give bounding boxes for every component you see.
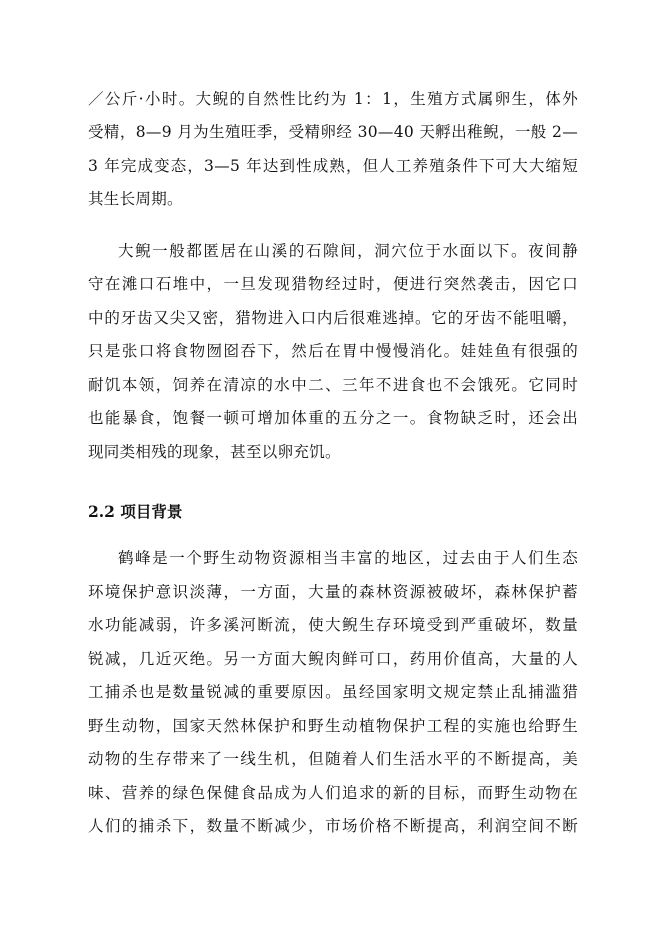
text-line: 水功能减弱，许多溪河断流，使大鲵生存环境受到严重破坏，数量	[88, 616, 578, 634]
text-line: 野生动物，国家天然林保护和野生动植物保护工程的实施也给野生	[88, 717, 578, 735]
text-line: 只是张口将食物囫囵吞下，然后在胃中慢慢消化。娃娃鱼有很强的	[88, 342, 578, 360]
text-line: 人们的捕杀下，数量不断减少，市场价格不断提高，利润空间不断	[88, 817, 578, 835]
section-heading: 2.2 项目背景	[88, 502, 183, 521]
text-line: ／公斤·小时。大鲵的自然性比约为 1：1，生殖方式属卵生，体外	[88, 90, 578, 108]
text-line: 也能暴食，饱餐一顿可增加体重的五分之一。食物缺乏时，还会出	[88, 409, 578, 427]
text-line: 中的牙齿又尖又密，猎物进入口内后很难逃掉。它的牙齿不能咀嚼，	[88, 309, 578, 327]
text-line: 环境保护意识淡薄，一方面，大量的森林资源被破坏，森林保护蓄	[88, 583, 578, 601]
text-line: 受精，8—9 月为生殖旺季，受精卵经 30—40 天孵出稚鲵，一般 2—	[88, 123, 578, 141]
text-line: 3 年完成变态，3—5 年达到性成熟，但人工养殖条件下可大大缩短	[88, 157, 578, 175]
text-line: 耐饥本领，饲养在清凉的水中二、三年不进食也不会饿死。它同时	[88, 376, 578, 394]
text-line: 工捕杀也是数量锐减的重要原因。虽经国家明文规定禁止乱捕滥猎	[88, 683, 578, 701]
text-line: 味、营养的绿色保健食品成为人们追求的新的目标，而野生动物在	[88, 784, 578, 802]
text-line: 守在滩口石堆中，一旦发现猎物经过时，便进行突然袭击，因它口	[88, 275, 578, 293]
text-line: 其生长周期。	[88, 190, 183, 208]
text-line: 锐减，几近灭绝。另一方面大鲵肉鲜可口，药用价值高，大量的人	[88, 650, 578, 668]
text-line: 动物的生存带来了一线生机，但随着人们生活水平的不断提高，美	[88, 750, 578, 768]
text-line: 现同类相残的现象，甚至以卵充饥。	[88, 443, 341, 461]
text-line: 大鲵一般都匿居在山溪的石隙间，洞穴位于水面以下。夜间静	[118, 242, 578, 260]
text-line: 鹤峰是一个野生动物资源相当丰富的地区，过去由于人们生态	[118, 549, 578, 567]
